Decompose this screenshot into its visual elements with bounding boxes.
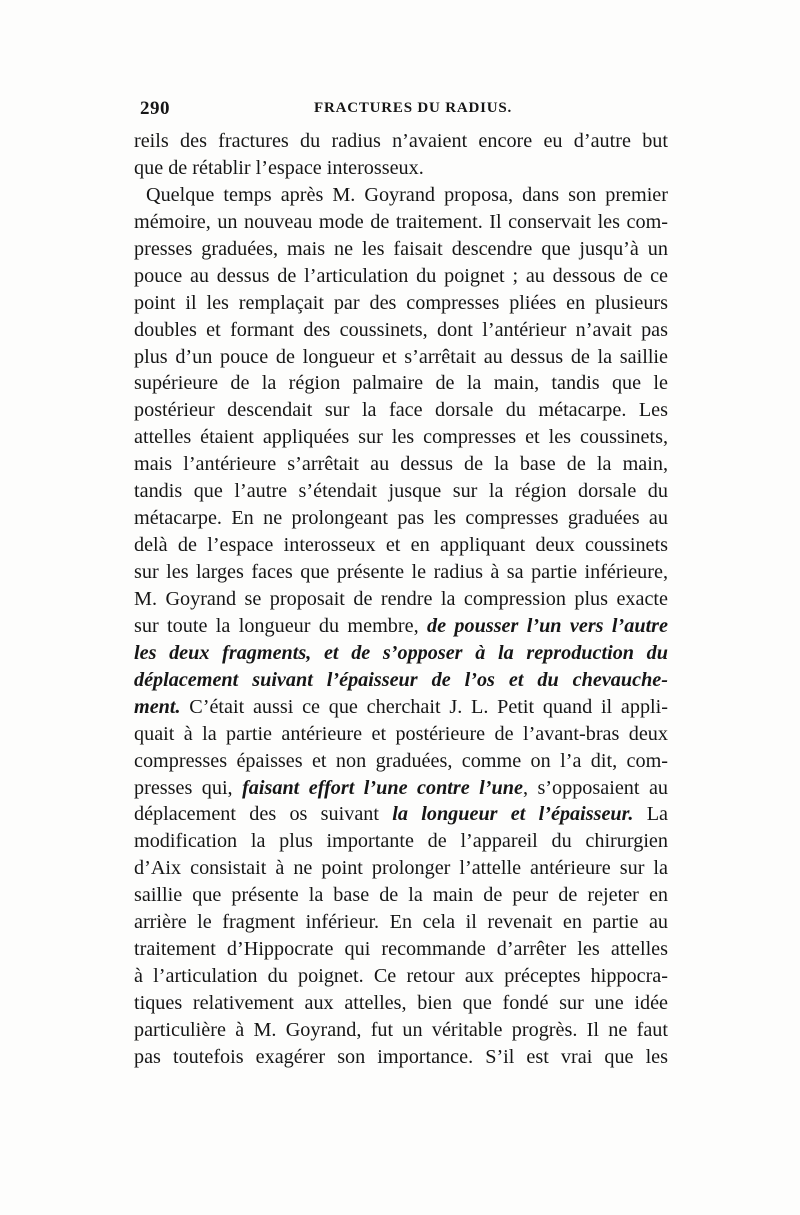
- text-line: [134, 882, 668, 909]
- text-line: [134, 801, 668, 828]
- text-segment: reils des fractures du radius n’avaient encore eu d’autre but: [134, 130, 668, 152]
- text-segment: presses qui,: [134, 776, 243, 799]
- emphasis-text: de pousser l’un vers l’autre: [427, 614, 668, 637]
- text-line: [134, 424, 668, 451]
- text-segment: modification la plus importante de l’appareil du chirurgien: [134, 830, 668, 853]
- text-line: [134, 748, 668, 775]
- text-segment: sur toute la longueur du membre,: [134, 614, 427, 637]
- text-segment: attelles étaient appliquées sur les compresses et les coussinets,: [134, 426, 668, 449]
- body-text: [134, 128, 668, 1071]
- text-segment: traitement d’Hippocrate qui recommande d’arrêter les attelles: [134, 938, 668, 961]
- text-segment: point il les remplaçait par des compresses pliées en plusieurs: [134, 291, 668, 314]
- text-segment: plus d’un pouce de longueur et s’arrêtait au dessus de la saillie: [134, 345, 668, 368]
- text-segment: mais l’antérieure s’arrêtait au dessus de la base de la main,: [134, 453, 668, 476]
- text-segment: M. Goyrand se proposait de rendre la compression plus exacte: [134, 587, 668, 610]
- text-line: [134, 505, 668, 532]
- text-line: [134, 370, 668, 397]
- text-line: [134, 182, 668, 209]
- text-line: [134, 1017, 668, 1044]
- text-line: [134, 451, 668, 478]
- text-segment: tiques relativement aux attelles, bien que fondé sur une idée: [134, 992, 668, 1014]
- text-line: [134, 613, 668, 640]
- text-segment: pouce au dessus de l’articulation du poignet ; au dessous de ce: [134, 264, 668, 287]
- emphasis-text: déplacement suivant l’épaisseur de l’os et du chevauche-: [134, 668, 668, 691]
- text-line: [134, 263, 668, 290]
- text-segment: La: [633, 803, 669, 826]
- text-line: [134, 828, 668, 855]
- text-segment: sur les larges faces que présente le radius à sa partie inférieure,: [134, 561, 668, 583]
- text-segment: postérieur descendait sur la face dorsale du métacarpe. Les: [134, 399, 668, 422]
- text-segment: métacarpe. En ne prolongeant pas les compresses graduées au: [134, 507, 668, 530]
- emphasis-text: les deux fragments, et de s’opposer à la reproduction du: [134, 641, 668, 664]
- text-line: [134, 478, 668, 505]
- text-line: [134, 397, 668, 424]
- text-line: [134, 128, 668, 155]
- text-segment: saillie que présente la base de la main de peur de rejeter en: [134, 884, 668, 907]
- text-line: [134, 236, 668, 263]
- text-line: [134, 963, 668, 990]
- text-segment: d’Aix consistait à ne point prolonger l’attelle antérieure sur la: [134, 857, 668, 880]
- text-line: [134, 586, 668, 613]
- text-line: [134, 721, 668, 748]
- running-head: FRACTURES DU RADIUS.: [314, 100, 513, 116]
- page-header: [140, 98, 670, 122]
- text-line: [134, 209, 668, 236]
- text-segment: C’était aussi ce que cherchait J. L. Petit quand il appli-: [180, 695, 668, 718]
- text-segment: supérieure de la région palmaire de la main, tandis que le: [134, 372, 668, 395]
- text-line: [134, 1044, 668, 1071]
- text-line: [134, 694, 668, 721]
- text-segment: particulière à M. Goyrand, fut un véritable progrès. Il ne faut: [134, 1018, 668, 1041]
- emphasis-text: ment.: [134, 695, 181, 718]
- text-line: [134, 667, 668, 694]
- text-line: [134, 909, 668, 936]
- text-line: [134, 532, 668, 559]
- text-line: [134, 344, 668, 371]
- text-line: [134, 775, 668, 802]
- text-segment: Quelque temps après M. Goyrand proposa, dans son premier: [146, 183, 668, 206]
- text-segment: pas toutefois exagérer son importance. S’il est vrai que les: [134, 1045, 668, 1068]
- text-line: [134, 640, 668, 667]
- emphasis-text: faisant effort l’une contre l’une: [242, 776, 523, 799]
- text-segment: arrière le fragment inférieur. En cela il revenait en partie au: [134, 911, 668, 934]
- emphasis-text: la longueur et l’épaisseur.: [392, 803, 634, 826]
- text-segment: presses graduées, mais ne les faisait descendre que jusqu’à un: [134, 237, 668, 260]
- text-line: [134, 155, 668, 182]
- text-segment: déplacement des os suivant: [134, 803, 393, 826]
- text-line: [134, 559, 668, 586]
- text-segment: compresses épaisses et non graduées, comme on l’a dit, com-: [134, 749, 668, 772]
- text-line: [134, 290, 668, 317]
- text-line: [134, 317, 668, 344]
- text-line: [134, 990, 668, 1017]
- text-segment: , s’opposaient au: [522, 776, 668, 799]
- text-segment: mémoire, un nouveau mode de traitement. Il conservait les com-: [134, 210, 668, 233]
- text-line: [134, 855, 668, 882]
- text-segment: quait à la partie antérieure et postérieure de l’avant-bras deux: [134, 722, 668, 745]
- page-number: 290: [140, 98, 170, 119]
- text-segment: tandis que l’autre s’étendait jusque sur la région dorsale du: [134, 480, 668, 503]
- text-segment: delà de l’espace interosseux et en appliquant deux coussinets: [134, 534, 668, 557]
- text-line: [134, 936, 668, 963]
- text-segment: à l’articulation du poignet. Ce retour aux préceptes hippocra-: [134, 965, 668, 988]
- text-segment: que de rétablir l’espace interosseux.: [134, 156, 424, 179]
- text-segment: doubles et formant des coussinets, dont l’antérieur n’avait pas: [134, 318, 668, 341]
